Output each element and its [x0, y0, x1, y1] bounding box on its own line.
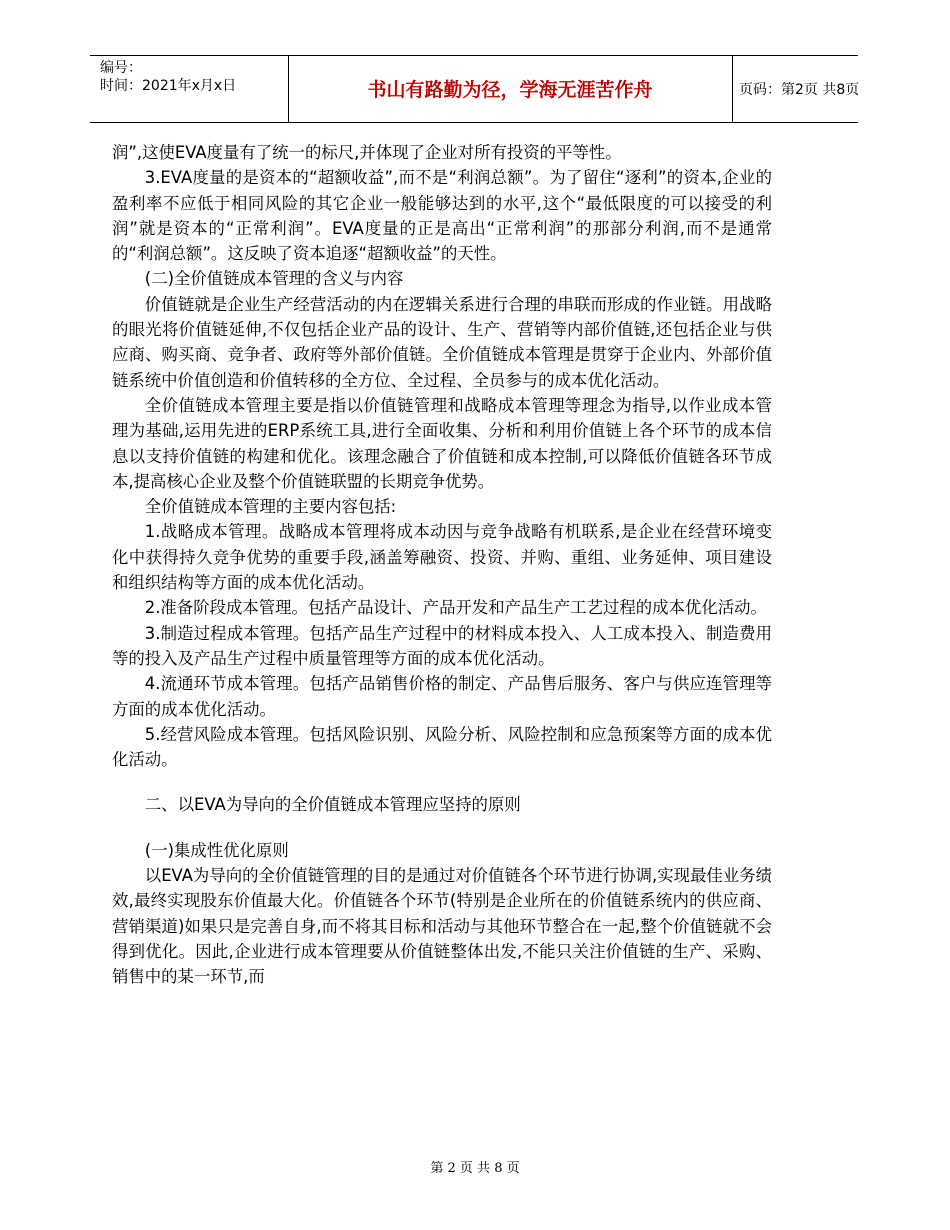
paragraph-integration-principle: 以EVA为导向的全价值链管理的目的是通过对价值链各个环节进行协调,实现最佳业务绩效,最终实现股东价值最大化。价值链各个环节(特别是企业所在的价值链系统内的供应商、营销渠道)如果只是完善自身,而不将其目标和活动与其他环节整合在一起,整个价值链就不会得到优化。因此,企业进行成本管理要从价值链整体出发,不能只关注价值链的生产、采购、销售中的某一环节,而 — [112, 866, 772, 987]
header-meta-cell — [90, 56, 289, 122]
list-item-manufacturing-cost: 3.制造过程成本管理。包括产品生产过程中的材料成本投入、人工成本投入、制造费用等的投入及产品生产过程中质量管理等方面的成本优化活动。 — [112, 623, 772, 668]
header-motto-cell — [288, 56, 733, 122]
document-time-label: 时间：2021年x月x日 — [100, 78, 237, 94]
list-item-risk-cost: 5.经营风险成本管理。包括风险识别、风险分析、风险控制和应急预案等方面的成本优化活动。 — [112, 724, 772, 770]
subsection-heading-integration: (一)集成性优化原则 — [144, 840, 289, 860]
page-header — [90, 55, 858, 123]
spacer — [112, 772, 772, 792]
page-footer: 第 2 页 共 8 页 — [430, 1161, 520, 1176]
list-item-strategic-cost: 1.战略成本管理。战略成本管理将成本动因与竞争战略有机联系,是企业在经营环境变化中获得持久竞争优势的重要手段,涵盖筹融资、投资、并购、重组、业务延伸、项目建设和组织结构等方面的成本优化活动。 — [112, 522, 772, 593]
header-page-info: 页码：第2页 共8页 — [739, 82, 860, 98]
paragraph-value-chain-definition: 价值链就是企业生产经营活动的内在逻辑关系进行合理的串联而形成的作业链。用战略的眼光将价值链延伸,不仅包括企业产品的设计、生产、营销等内部价值链,还包括企业与供应商、购买商、竞争者、政府等外部价值链。全价值链成本管理是贯穿于企业内、外部价值链系统中价值创造和价值转移的全方位、全过程、全员参与的成本优化活动。 — [112, 294, 772, 390]
header-motto: 书山有路勤为径，学海无涯苦作舟 — [367, 79, 653, 101]
document-body — [112, 140, 772, 990]
header-page-cell — [733, 56, 858, 122]
list-item-preparation-cost: 2.准备阶段成本管理。包括产品设计、产品开发和产品生产工艺过程的成本优化活动。 — [144, 598, 767, 618]
paragraph-continued: 润”,这使EVA度量有了统一的标尺,并体现了企业对所有投资的平等性。 — [112, 143, 622, 162]
section-heading-principles: 二、以EVA为导向的全价值链成本管理应坚持的原则 — [144, 795, 521, 815]
paragraph-contents-intro: 全价值链成本管理的主要内容包括: — [144, 497, 397, 517]
spacer — [112, 818, 772, 838]
paragraph-value-chain-cost-management: 全价值链成本管理主要是指以价值链管理和战略成本管理等理念为指导,以作业成本管理为基础,运用先进的ERP系统工具,进行全面收集、分析和利用价值链上各个环节的成本信息以支持价值链的构建和优化。该理念融合了价值链和成本控制,可以降低价值链各环节成本,提高核心企业及整个价值链联盟的长期竞争优势。 — [112, 395, 772, 491]
document-number-label: 编号： — [100, 60, 142, 76]
list-item-circulation-cost: 4.流通环节成本管理。包括产品销售价格的制定、产品售后服务、客户与供应连管理等方面的成本优化活动。 — [112, 674, 772, 719]
paragraph-eva-excess-return: 3.EVA度量的是资本的“超额收益”,而不是“利润总额”。为了留住“逐利”的资本,企业的盈利率不应低于相同风险的其它企业一般能够达到的水平,这个“最低限度的可以接受的利润”就是资本的“正常利润”。EVA度量的正是高出“正常利润”的那部分利润,而不是通常的“利润总额”。这反映了资本追逐“超额收益”的天性。 — [112, 168, 772, 264]
section-heading-value-chain: (二)全价值链成本管理的含义与内容 — [144, 269, 404, 289]
